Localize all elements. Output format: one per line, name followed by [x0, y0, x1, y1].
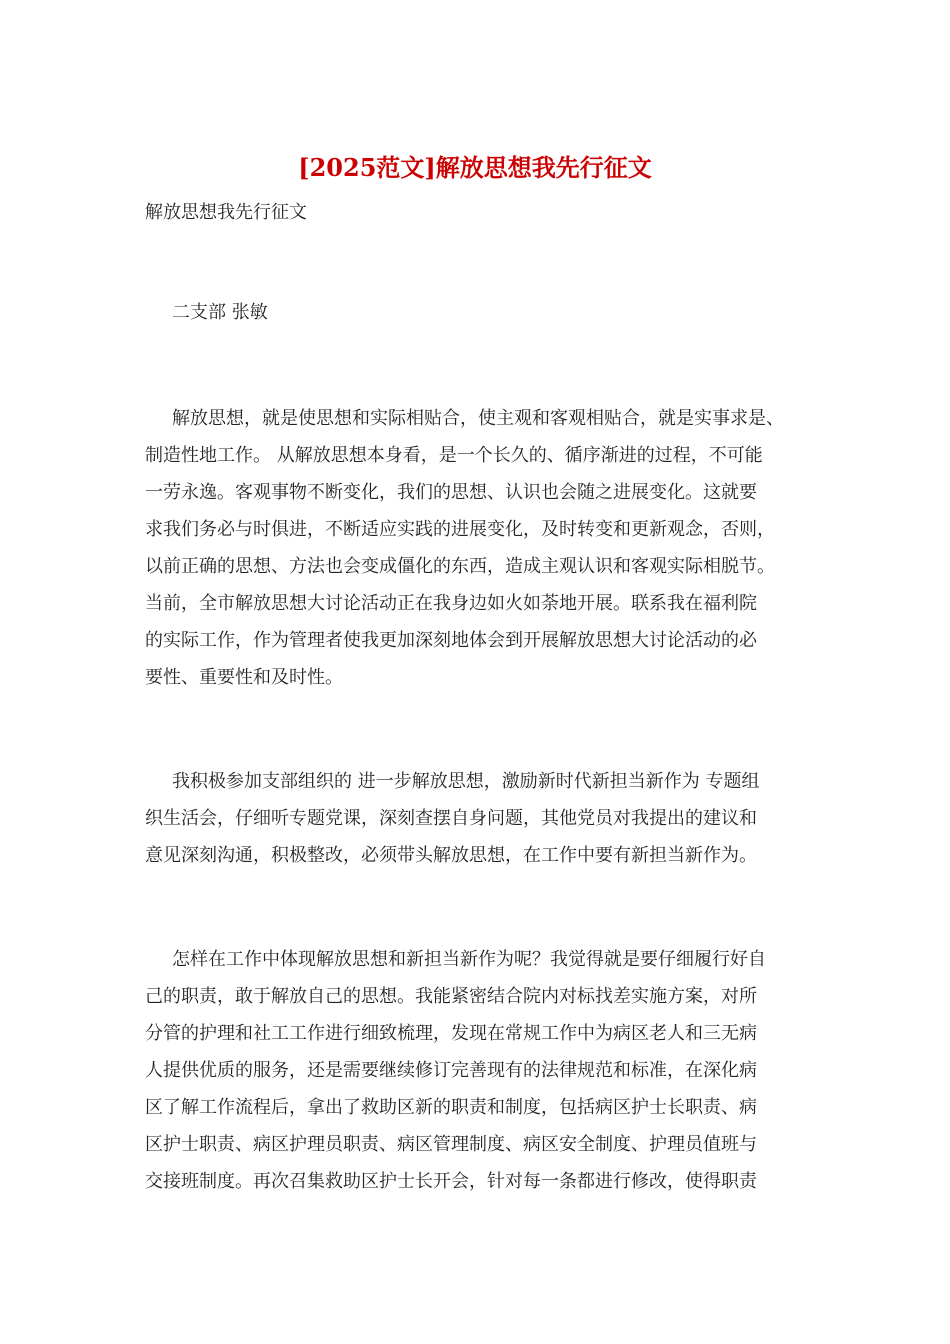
paragraph-line: 求我们务必与时俱进，不断适应实践的进展变化，及时转变和更新观念，否则，	[145, 519, 775, 540]
paragraph-line: 制造性地工作。 从解放思想本身看，是一个长久的、循序渐进的过程，不可能	[145, 445, 763, 466]
paragraph-line: 交接班制度。再次召集救助区护士长开会，针对每一条都进行修改，使得职责	[145, 1171, 757, 1192]
paragraph-line: 区了解工作流程后，拿出了救助区新的职责和制度，包括病区护士长职责、病	[145, 1097, 757, 1118]
paragraph-line: 我积极参加支部组织的 进一步解放思想，激励新时代新担当新作为 专题组	[172, 771, 760, 792]
paragraph-line: 分管的护理和社工工作进行细致梳理，发现在常规工作中为病区老人和三无病	[145, 1023, 757, 1044]
paragraph-line: 怎样在工作中体现解放思想和新担当新作为呢？我觉得就是要仔细履行好自	[172, 949, 766, 970]
paragraph-line: 己的职责，敢于解放自己的思想。我能紧密结合院内对标找差实施方案，对所	[145, 986, 757, 1007]
paragraph-line: 要性、重要性和及时性。	[145, 667, 343, 688]
document-title: [2025范文]解放思想我先行征文	[298, 153, 652, 182]
paragraph-line: 意见深刻沟通，积极整改，必须带头解放思想，在工作中要有新担当新作为。	[145, 845, 757, 866]
paragraph-line: 解放思想，就是使思想和实际相贴合，使主观和客观相贴合，就是实事求是、	[172, 408, 784, 429]
paragraph-line: 一劳永逸。客观事物不断变化，我们的思想、认识也会随之进展变化。这就要	[145, 482, 757, 503]
paragraph-line: 的实际工作，作为管理者使我更加深刻地体会到开展解放思想大讨论活动的必	[145, 630, 757, 651]
document-subtitle: 解放思想我先行征文	[145, 202, 307, 223]
paragraph-line: 织生活会，仔细听专题党课，深刻查摆自身问题，其他党员对我提出的建议和	[145, 808, 757, 829]
paragraph-line: 人提供优质的服务，还是需要继续修订完善现有的法律规范和标准，在深化病	[145, 1060, 757, 1081]
author-line: 二支部 张敏	[172, 302, 268, 323]
paragraph-line: 以前正确的思想、方法也会变成僵化的东西，造成主观认识和客观实际相脱节。	[145, 556, 775, 577]
paragraph-line: 区护士职责、病区护理员职责、病区管理制度、病区安全制度、护理员值班与	[145, 1134, 757, 1155]
paragraph-line: 当前，全市解放思想大讨论活动正在我身边如火如荼地开展。联系我在福利院	[145, 593, 757, 614]
